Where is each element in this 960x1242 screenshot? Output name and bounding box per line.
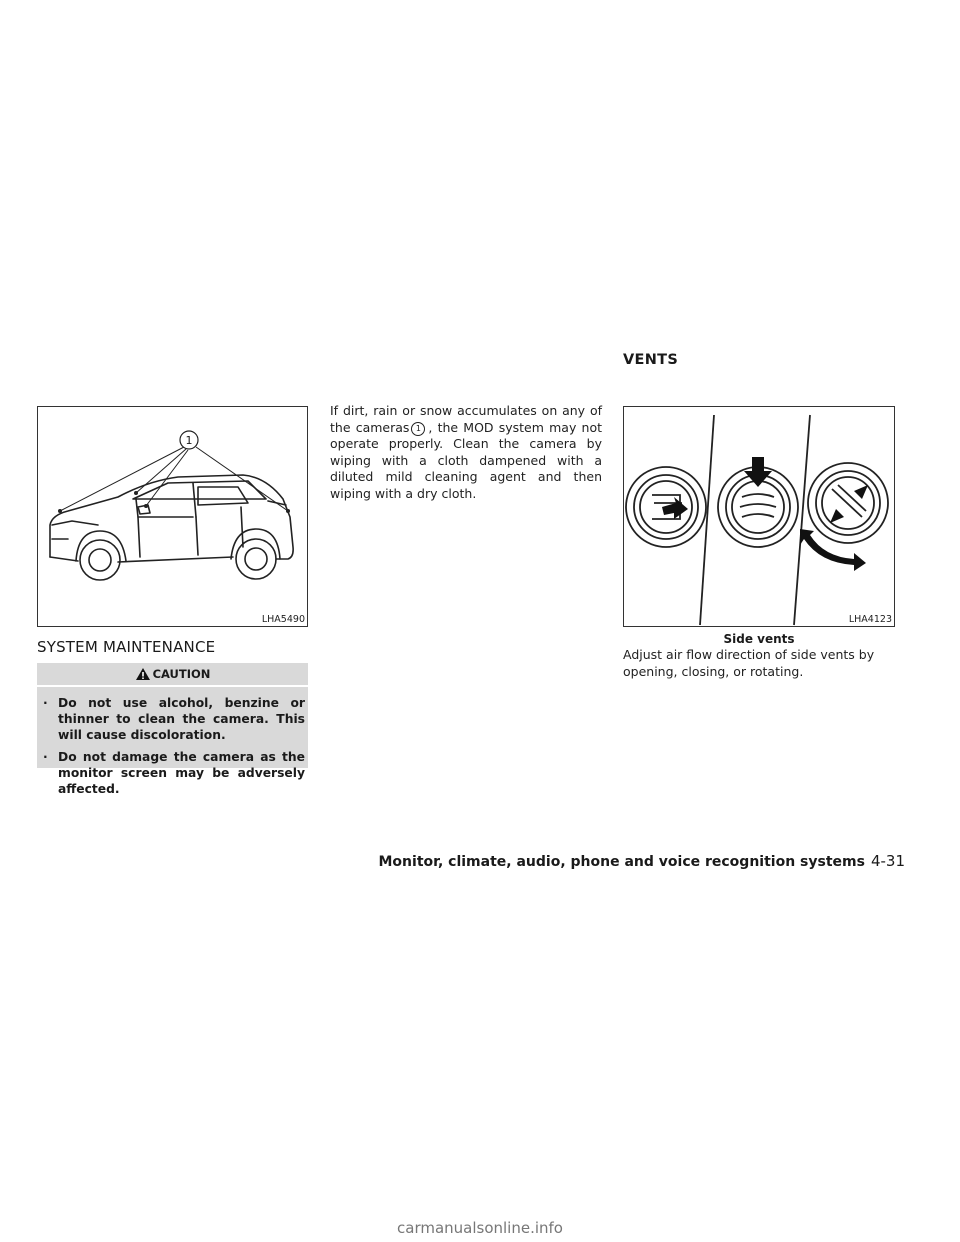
vents-paragraph: Adjust air flow direction of side vents by opening, closing, or rotating. xyxy=(623,647,875,679)
car-camera-figure xyxy=(37,406,308,627)
caution-item: · Do not damage the camera as the monitor screen may be adversely affected. xyxy=(43,750,305,796)
chapter-title: Monitor, climate, audio, phone and voice recognition systems xyxy=(378,854,865,870)
bullet-dot: · xyxy=(43,696,48,710)
side-vents-figure xyxy=(623,406,895,627)
camera-cleaning-paragraph: If dirt, rain or snow accumulates on any of the cameras 1 , the MOD system may not operate properly. Clean the camera by wiping with a cloth dampened with a diluted mild cleaning agent and then wiping with a dry cloth. xyxy=(330,403,603,501)
figure-id: LHA4123 xyxy=(848,614,892,625)
page-footer xyxy=(379,852,906,870)
section-title-vents: VENTS xyxy=(623,352,679,368)
watermark-text: carmanualsonline.info xyxy=(397,1219,563,1237)
caution-box xyxy=(37,663,308,796)
callout-circle: 1 xyxy=(411,422,425,436)
figure-caption: Side vents xyxy=(723,632,795,646)
caution-item: · Do not use alcohol, benzine or thinner to clean the camera. This will cause discoloration. xyxy=(43,696,305,742)
side-vents-illustration xyxy=(624,407,894,626)
page-number: 4-31 xyxy=(870,852,905,870)
caution-label: CAUTION xyxy=(152,667,211,681)
figure-id: LHA5490 xyxy=(261,614,305,625)
heading-system-maintenance: SYSTEM MAINTENANCE xyxy=(37,638,216,656)
car-illustration xyxy=(38,407,307,626)
callout-number: 1 xyxy=(185,434,193,447)
bullet-dot: · xyxy=(43,750,48,764)
caution-header xyxy=(37,663,308,687)
warning-triangle-icon xyxy=(135,667,151,681)
